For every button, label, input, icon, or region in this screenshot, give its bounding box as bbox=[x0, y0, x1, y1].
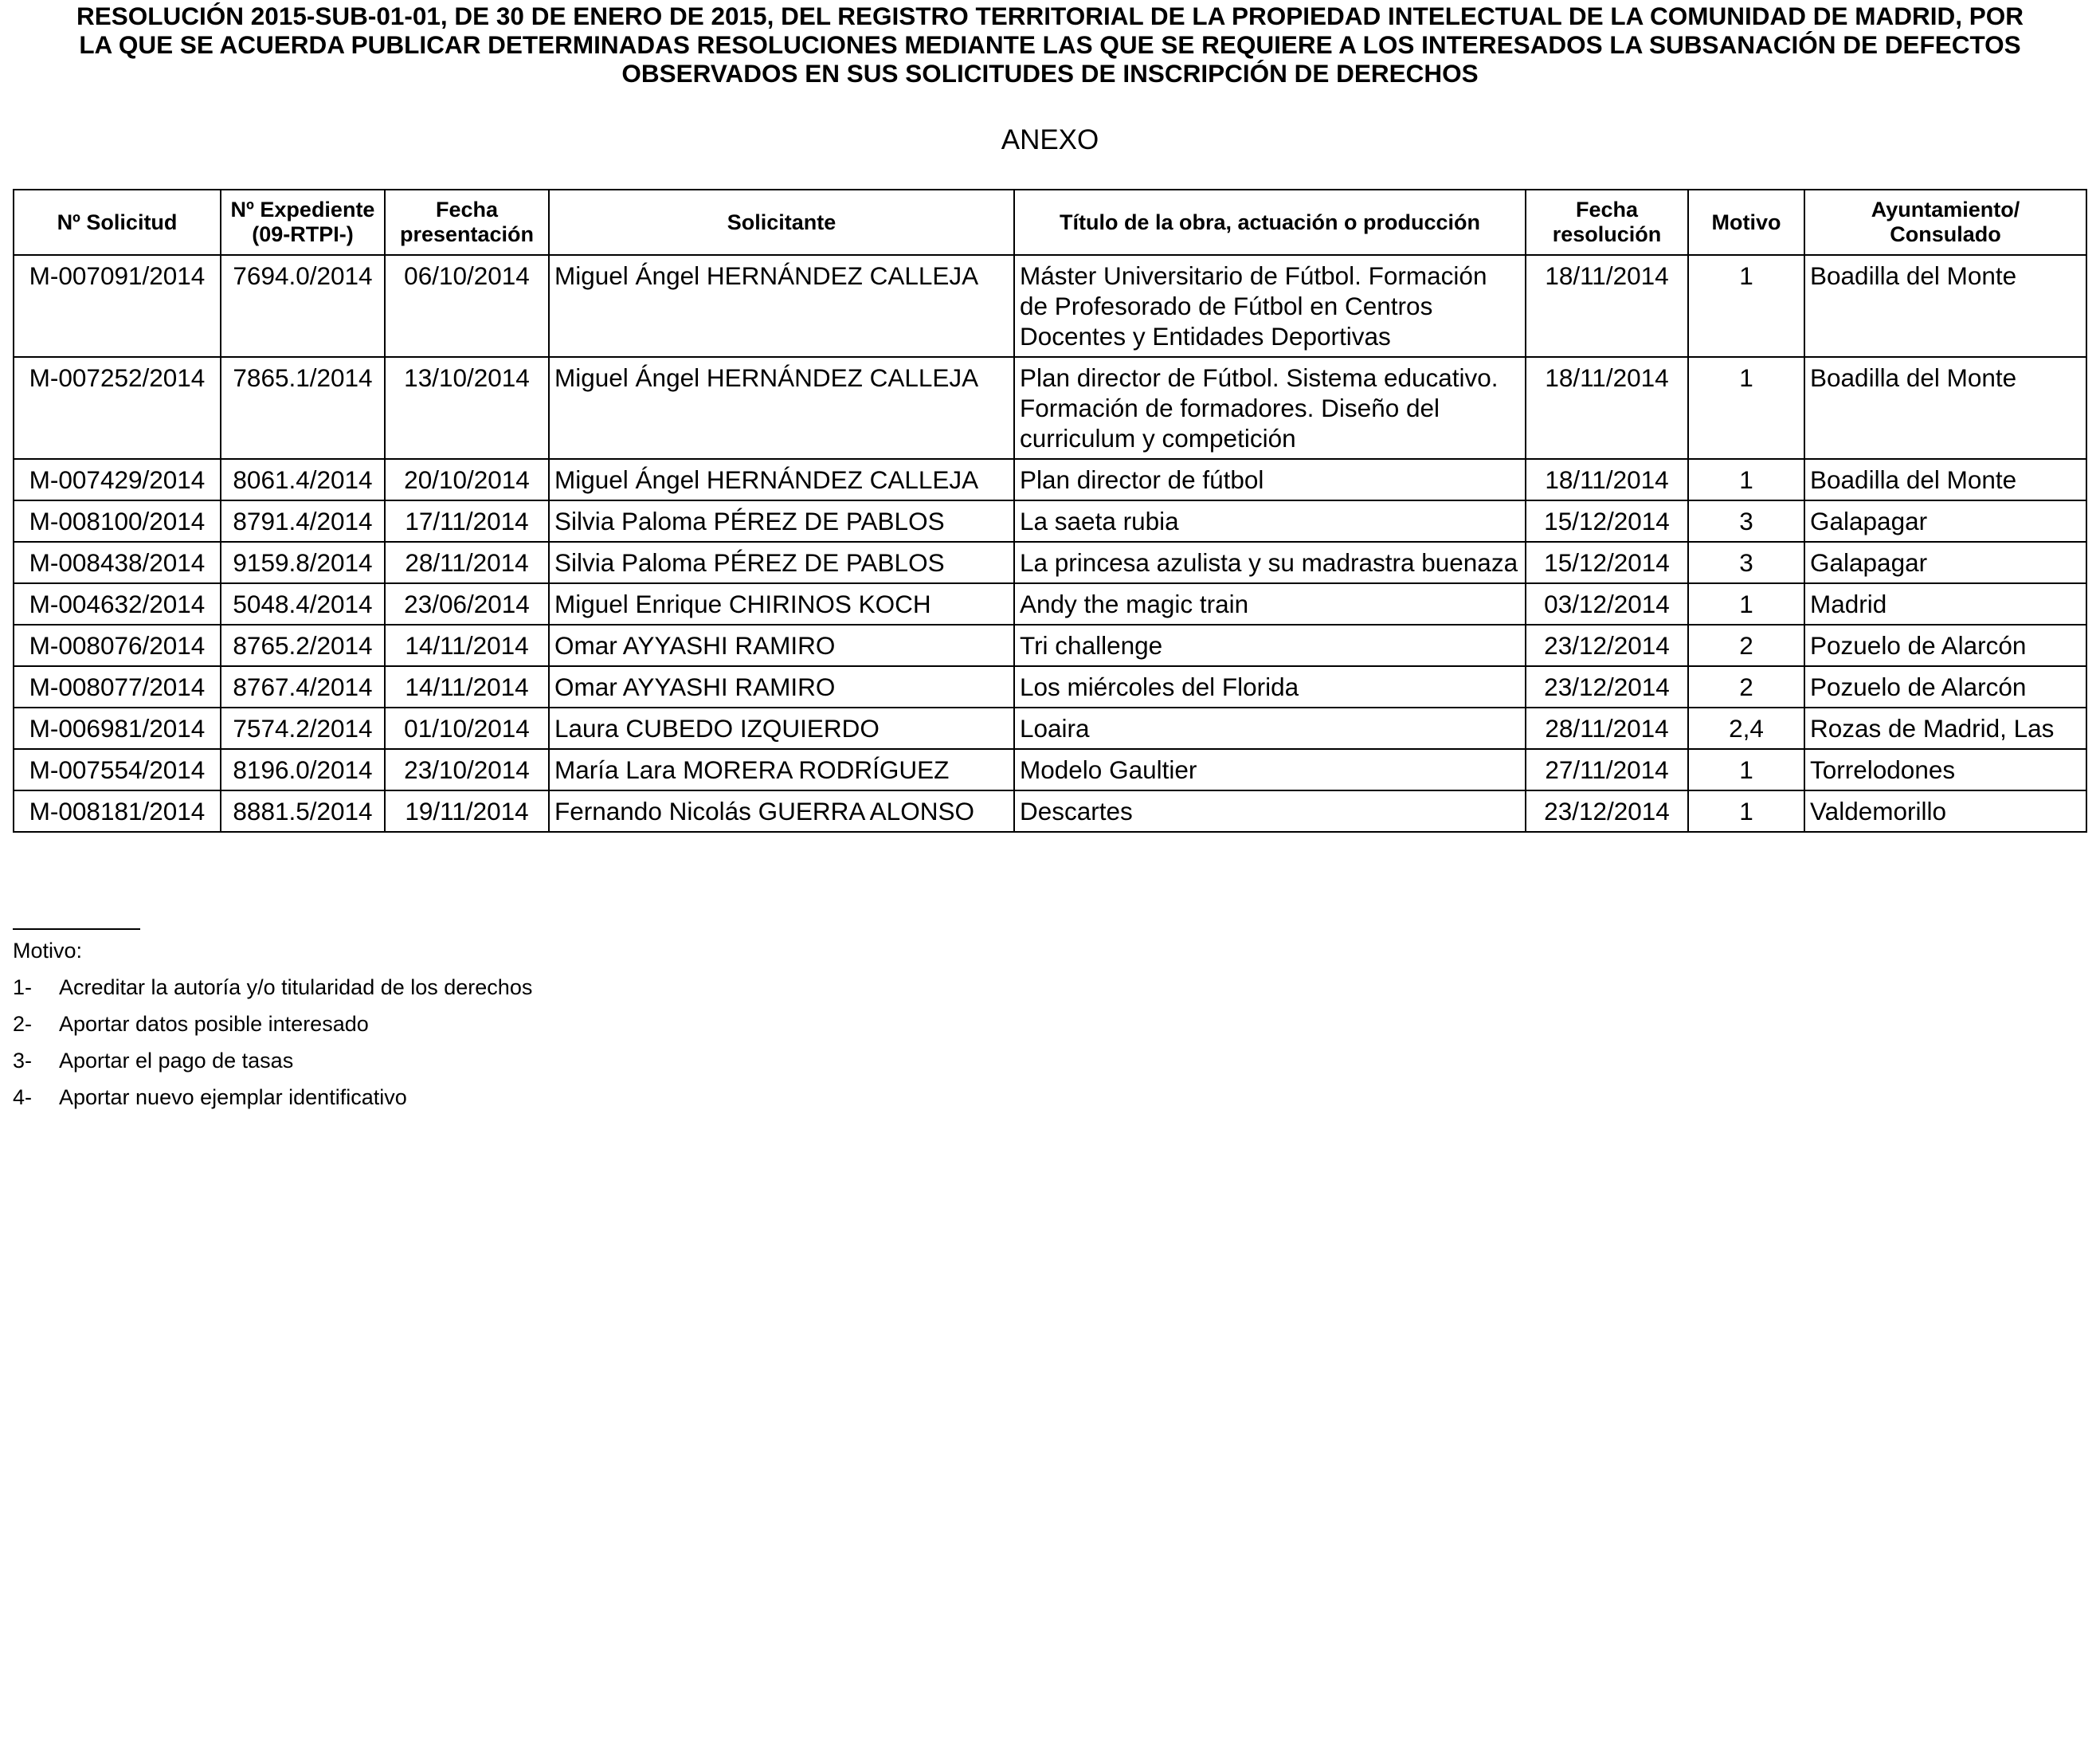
cell-titulo: La saeta rubia bbox=[1014, 500, 1526, 542]
cell-solicitante: Silvia Paloma PÉREZ DE PABLOS bbox=[549, 542, 1014, 583]
header-solicitud: Nº Solicitud bbox=[14, 190, 221, 255]
cell-solicitante: Miguel Ángel HERNÁNDEZ CALLEJA bbox=[549, 459, 1014, 500]
cell-fecha-presentacion: 23/10/2014 bbox=[385, 749, 549, 790]
cell-motivo: 1 bbox=[1688, 790, 1804, 832]
cell-ayuntamiento: Galapagar bbox=[1804, 542, 2086, 583]
cell-titulo: Plan director de fútbol bbox=[1014, 459, 1526, 500]
cell-expediente: 8767.4/2014 bbox=[221, 666, 385, 708]
table-row bbox=[14, 790, 2086, 832]
table-row bbox=[14, 459, 2086, 500]
cell-solicitud: M-007554/2014 bbox=[14, 749, 221, 790]
footnote-number: 3- bbox=[13, 1049, 33, 1073]
cell-solicitud: M-008438/2014 bbox=[14, 542, 221, 583]
footnote-item bbox=[13, 1079, 532, 1116]
table-row bbox=[14, 542, 2086, 583]
header-expediente: Nº Expediente (09-RTPI-) bbox=[221, 190, 385, 255]
footnote-item bbox=[13, 1042, 532, 1079]
footnote-text: Aportar datos posible interesado bbox=[59, 1012, 369, 1036]
cell-fecha-resolucion: 15/12/2014 bbox=[1526, 542, 1688, 583]
table-row bbox=[14, 500, 2086, 542]
header-fecha-resolucion: Fecha resolución bbox=[1526, 190, 1688, 255]
cell-motivo: 2,4 bbox=[1688, 708, 1804, 749]
cell-titulo: La princesa azulista y su madrastra buenaza bbox=[1014, 542, 1526, 583]
footnotes bbox=[13, 932, 532, 1116]
cell-fecha-resolucion: 18/11/2014 bbox=[1526, 459, 1688, 500]
cell-fecha-resolucion: 23/12/2014 bbox=[1526, 625, 1688, 666]
cell-fecha-resolucion: 23/12/2014 bbox=[1526, 666, 1688, 708]
cell-ayuntamiento: Boadilla del Monte bbox=[1804, 459, 2086, 500]
cell-expediente: 8791.4/2014 bbox=[221, 500, 385, 542]
annex-table bbox=[13, 189, 2087, 833]
cell-titulo: Plan director de Fútbol. Sistema educativo. Formación de formadores. Diseño del curriculum y competición bbox=[1014, 357, 1526, 459]
cell-solicitud: M-007429/2014 bbox=[14, 459, 221, 500]
cell-solicitante: Fernando Nicolás GUERRA ALONSO bbox=[549, 790, 1014, 832]
cell-solicitud: M-008100/2014 bbox=[14, 500, 221, 542]
cell-titulo: Loaira bbox=[1014, 708, 1526, 749]
table-row bbox=[14, 357, 2086, 459]
cell-ayuntamiento: Madrid bbox=[1804, 583, 2086, 625]
cell-fecha-resolucion: 28/11/2014 bbox=[1526, 708, 1688, 749]
cell-fecha-presentacion: 01/10/2014 bbox=[385, 708, 549, 749]
footnote-text: Acreditar la autoría y/o titularidad de los derechos bbox=[59, 975, 533, 999]
header-motivo: Motivo bbox=[1688, 190, 1804, 255]
footnote-divider bbox=[13, 928, 140, 930]
cell-titulo: Máster Universitario de Fútbol. Formación de Profesorado de Fútbol en Centros Docentes y Entidades Deportivas bbox=[1014, 255, 1526, 357]
header-titulo: Título de la obra, actuación o producción bbox=[1014, 190, 1526, 255]
footnote-item bbox=[13, 969, 532, 1006]
title-line: OBSERVADOS EN SUS SOLICITUDES DE INSCRIPCIÓN DE DERECHOS bbox=[621, 59, 1479, 88]
cell-motivo: 1 bbox=[1688, 583, 1804, 625]
cell-fecha-resolucion: 15/12/2014 bbox=[1526, 500, 1688, 542]
cell-motivo: 1 bbox=[1688, 459, 1804, 500]
cell-expediente: 8196.0/2014 bbox=[221, 749, 385, 790]
cell-expediente: 7865.1/2014 bbox=[221, 357, 385, 459]
cell-solicitante: Miguel Ángel HERNÁNDEZ CALLEJA bbox=[549, 255, 1014, 357]
cell-fecha-presentacion: 20/10/2014 bbox=[385, 459, 549, 500]
cell-fecha-presentacion: 19/11/2014 bbox=[385, 790, 549, 832]
annex-heading: ANEXO bbox=[1001, 124, 1099, 155]
footnote-number: 1- bbox=[13, 975, 33, 999]
cell-solicitud: M-007252/2014 bbox=[14, 357, 221, 459]
cell-expediente: 9159.8/2014 bbox=[221, 542, 385, 583]
footnote-text: Aportar nuevo ejemplar identificativo bbox=[59, 1085, 407, 1109]
cell-fecha-resolucion: 27/11/2014 bbox=[1526, 749, 1688, 790]
cell-expediente: 8061.4/2014 bbox=[221, 459, 385, 500]
footnote-number: 2- bbox=[13, 1012, 33, 1036]
table-row bbox=[14, 583, 2086, 625]
cell-solicitante: Miguel Enrique CHIRINOS KOCH bbox=[549, 583, 1014, 625]
document-title bbox=[13, 2, 2087, 88]
cell-fecha-resolucion: 18/11/2014 bbox=[1526, 255, 1688, 357]
cell-solicitud: M-008077/2014 bbox=[14, 666, 221, 708]
cell-ayuntamiento: Rozas de Madrid, Las bbox=[1804, 708, 2086, 749]
cell-solicitud: M-008181/2014 bbox=[14, 790, 221, 832]
table-row bbox=[14, 708, 2086, 749]
cell-expediente: 7694.0/2014 bbox=[221, 255, 385, 357]
cell-fecha-presentacion: 06/10/2014 bbox=[385, 255, 549, 357]
table-row bbox=[14, 255, 2086, 357]
cell-solicitud: M-006981/2014 bbox=[14, 708, 221, 749]
header-ayuntamiento: Ayuntamiento/ Consulado bbox=[1804, 190, 2086, 255]
cell-titulo: Andy the magic train bbox=[1014, 583, 1526, 625]
cell-titulo: Los miércoles del Florida bbox=[1014, 666, 1526, 708]
cell-solicitante: Laura CUBEDO IZQUIERDO bbox=[549, 708, 1014, 749]
footnote-item bbox=[13, 1006, 532, 1042]
cell-ayuntamiento: Valdemorillo bbox=[1804, 790, 2086, 832]
cell-motivo: 2 bbox=[1688, 666, 1804, 708]
cell-ayuntamiento: Boadilla del Monte bbox=[1804, 357, 2086, 459]
table-row bbox=[14, 749, 2086, 790]
cell-ayuntamiento: Pozuelo de Alarcón bbox=[1804, 625, 2086, 666]
cell-motivo: 1 bbox=[1688, 357, 1804, 459]
cell-titulo: Descartes bbox=[1014, 790, 1526, 832]
cell-solicitante: Omar AYYASHI RAMIRO bbox=[549, 625, 1014, 666]
cell-solicitante: María Lara MORERA RODRÍGUEZ bbox=[549, 749, 1014, 790]
cell-motivo: 1 bbox=[1688, 749, 1804, 790]
cell-fecha-presentacion: 14/11/2014 bbox=[385, 625, 549, 666]
cell-fecha-resolucion: 03/12/2014 bbox=[1526, 583, 1688, 625]
cell-solicitante: Miguel Ángel HERNÁNDEZ CALLEJA bbox=[549, 357, 1014, 459]
cell-solicitante: Silvia Paloma PÉREZ DE PABLOS bbox=[549, 500, 1014, 542]
cell-motivo: 1 bbox=[1688, 255, 1804, 357]
cell-solicitud: M-008076/2014 bbox=[14, 625, 221, 666]
header-row bbox=[14, 190, 2086, 255]
cell-expediente: 7574.2/2014 bbox=[221, 708, 385, 749]
table-row bbox=[14, 625, 2086, 666]
table-header bbox=[14, 190, 2086, 255]
title-line: LA QUE SE ACUERDA PUBLICAR DETERMINADAS RESOLUCIONES MEDIANTE LAS QUE SE REQUIERE A LOS INTERESADOS LA SUBSANACIÓN DE DEFECTOS bbox=[79, 30, 2021, 59]
cell-fecha-presentacion: 28/11/2014 bbox=[385, 542, 549, 583]
cell-fecha-presentacion: 23/06/2014 bbox=[385, 583, 549, 625]
cell-fecha-presentacion: 17/11/2014 bbox=[385, 500, 549, 542]
cell-solicitante: Omar AYYASHI RAMIRO bbox=[549, 666, 1014, 708]
header-fecha-presentacion: Fecha presentación bbox=[385, 190, 549, 255]
cell-ayuntamiento: Torrelodones bbox=[1804, 749, 2086, 790]
cell-fecha-presentacion: 14/11/2014 bbox=[385, 666, 549, 708]
cell-fecha-resolucion: 18/11/2014 bbox=[1526, 357, 1688, 459]
cell-motivo: 3 bbox=[1688, 542, 1804, 583]
cell-ayuntamiento: Pozuelo de Alarcón bbox=[1804, 666, 2086, 708]
cell-solicitud: M-007091/2014 bbox=[14, 255, 221, 357]
cell-motivo: 3 bbox=[1688, 500, 1804, 542]
cell-titulo: Modelo Gaultier bbox=[1014, 749, 1526, 790]
cell-solicitud: M-004632/2014 bbox=[14, 583, 221, 625]
cell-expediente: 5048.4/2014 bbox=[221, 583, 385, 625]
footnote-heading: Motivo: bbox=[13, 939, 83, 963]
cell-ayuntamiento: Boadilla del Monte bbox=[1804, 255, 2086, 357]
cell-expediente: 8765.2/2014 bbox=[221, 625, 385, 666]
cell-ayuntamiento: Galapagar bbox=[1804, 500, 2086, 542]
cell-expediente: 8881.5/2014 bbox=[221, 790, 385, 832]
cell-motivo: 2 bbox=[1688, 625, 1804, 666]
footnote-number: 4- bbox=[13, 1085, 33, 1109]
cell-titulo: Tri challenge bbox=[1014, 625, 1526, 666]
header-solicitante: Solicitante bbox=[549, 190, 1014, 255]
cell-fecha-resolucion: 23/12/2014 bbox=[1526, 790, 1688, 832]
cell-fecha-presentacion: 13/10/2014 bbox=[385, 357, 549, 459]
table-body bbox=[14, 255, 2086, 832]
title-line: RESOLUCIÓN 2015-SUB-01-01, DE 30 DE ENERO DE 2015, DEL REGISTRO TERRITORIAL DE LA PROPIEDAD INTELECTUAL DE LA COMUNIDAD DE MADRID, POR bbox=[76, 2, 2024, 30]
table-row bbox=[14, 666, 2086, 708]
footnote-text: Aportar el pago de tasas bbox=[59, 1049, 294, 1073]
